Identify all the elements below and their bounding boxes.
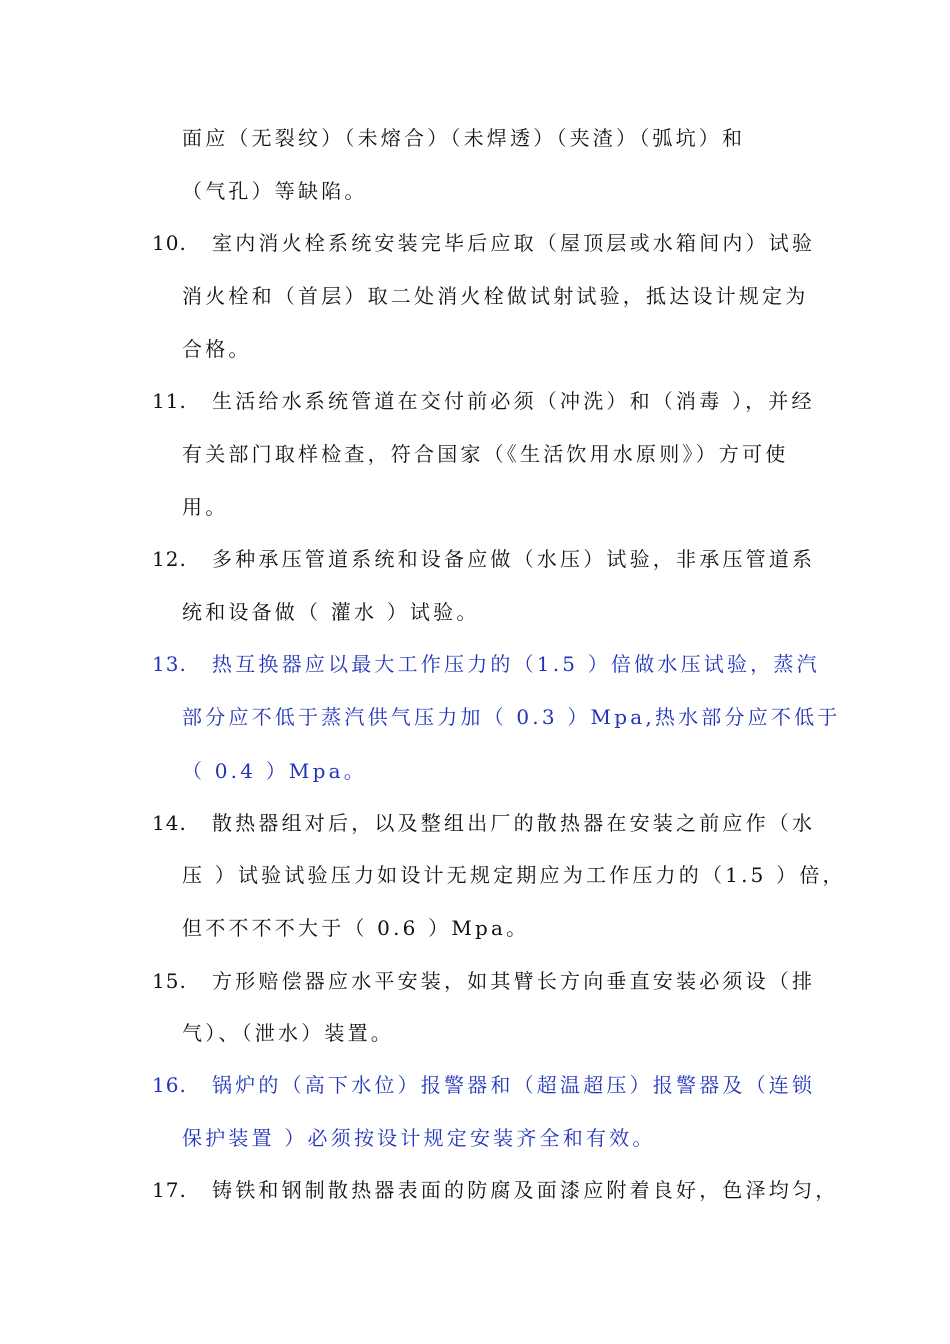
text-line xyxy=(182,124,745,152)
text-line xyxy=(212,809,815,837)
text-line xyxy=(212,387,815,415)
text-line xyxy=(182,335,252,363)
item-number: 16. xyxy=(152,1073,187,1097)
line-text: 气）、（泄水）装置。 xyxy=(182,1021,394,1045)
line-text: 部分应不低于蒸汽供气压力加（ 0.3 ）Mpa,热水部分应不低于 xyxy=(182,705,841,729)
line-text: 热互换器应以最大工作压力的（1.5 ）倍做水压试验，蒸汽 xyxy=(212,652,820,676)
line-text: 保护装置 ）必须按设计规定安装齐全和有效。 xyxy=(182,1126,656,1150)
item-number: 17. xyxy=(152,1178,187,1202)
text-line xyxy=(212,229,815,257)
text-line xyxy=(212,1071,815,1099)
text-line xyxy=(182,598,480,626)
line-text: 锅炉的（高下水位）报警器和（超温超压）报警器及（连锁 xyxy=(212,1073,816,1097)
text-line xyxy=(182,282,808,310)
list-item xyxy=(152,387,187,415)
item-number: 11. xyxy=(152,389,187,413)
line-text: 室内消火栓系统安装完毕后应取（屋顶层或水箱间内）试验 xyxy=(212,231,816,255)
text-line xyxy=(212,545,815,573)
line-text: 用。 xyxy=(182,495,229,519)
list-item xyxy=(152,650,187,678)
list-item xyxy=(152,809,187,837)
item-number: 12. xyxy=(152,547,187,571)
line-text: 统和设备做（ 灌水 ）试验。 xyxy=(182,600,480,624)
line-text: 生活给水系统管道在交付前必须（冲洗）和（消毒 ），并经 xyxy=(212,389,815,413)
text-line xyxy=(182,493,228,521)
list-item xyxy=(152,967,187,995)
line-text: 散热器组对后，以及整组出厂的散热器在安装之前应作（水 xyxy=(212,811,816,835)
line-text: （气孔）等缺陷。 xyxy=(182,179,368,203)
line-text: 面应（无裂纹）（未熔合）（未焊透）（夹渣）（弧坑）和 xyxy=(182,126,746,150)
line-text: 合格。 xyxy=(182,337,252,361)
text-line xyxy=(182,757,367,785)
line-text: 多种承压管道系统和设备应做（水压）试验，非承压管道系 xyxy=(212,547,816,571)
text-line xyxy=(182,703,840,731)
line-text: 消火栓和（首层）取二处消火栓做试射试验，抵达设计规定为 xyxy=(182,284,809,308)
list-item xyxy=(152,1071,187,1099)
list-item xyxy=(152,545,187,573)
text-line xyxy=(212,967,815,995)
line-text: 方形赔偿器应水平安装，如其臂长方向垂直安装必须设（排 xyxy=(212,969,816,993)
text-line xyxy=(182,861,846,889)
text-line xyxy=(212,650,820,678)
item-number: 15. xyxy=(152,969,187,993)
line-text: 铸铁和钢制散热器表面的防腐及面漆应附着良好，色泽均匀， xyxy=(212,1178,839,1202)
item-number: 13. xyxy=(152,652,187,676)
text-line xyxy=(182,177,368,205)
item-number: 14. xyxy=(152,811,187,835)
text-line xyxy=(212,1176,838,1204)
line-text: 但不不不不大于（ 0.6 ）Mpa。 xyxy=(182,916,530,940)
item-number: 10. xyxy=(152,231,187,255)
list-item xyxy=(152,229,187,257)
list-item xyxy=(152,1176,187,1204)
text-line xyxy=(182,1019,394,1047)
text-line xyxy=(182,914,529,942)
line-text: 有关部门取样检查，符合国家（《生活饮用水原则》）方可使 xyxy=(182,442,789,466)
text-line xyxy=(182,1124,656,1152)
line-text: （ 0.4 ）Mpa。 xyxy=(182,759,367,783)
text-line xyxy=(182,440,788,468)
line-text: 压 ）试验试验压力如设计无规定期应为工作压力的（1.5 ）倍， xyxy=(182,863,846,887)
